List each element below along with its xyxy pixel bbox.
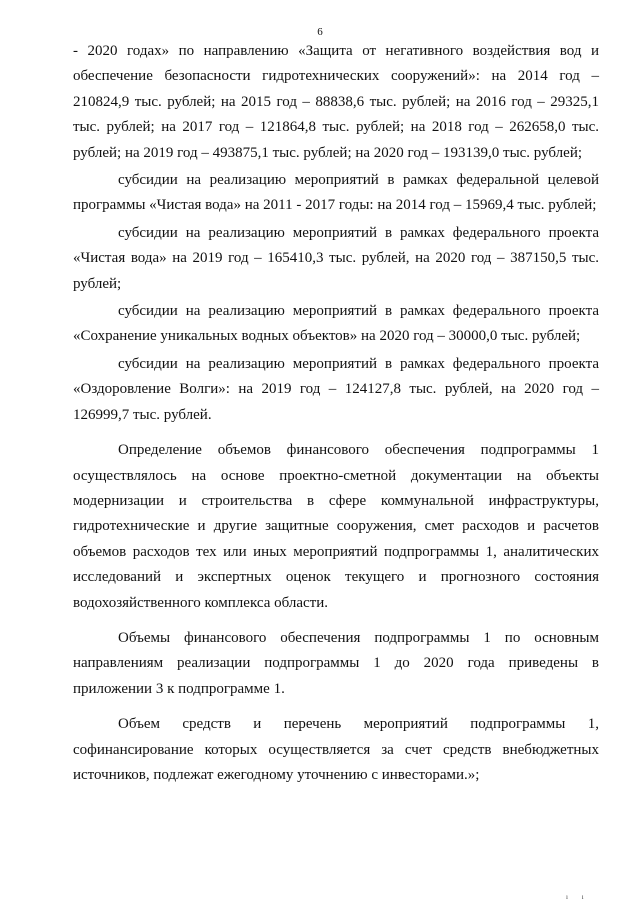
- paragraph-clean-water-fcp-subsidy: субсидии на реализацию мероприятий в рамках федеральной целевой программы «Чистая вода» на 2011 - 2017 годы: на 2014 год – 15969,4 тыс. рублей;: [73, 172, 599, 214]
- paragraph-clean-water-project-subsidy: субсидии на реализацию мероприятий в рамках федерального проекта «Чистая вода» на 2019 год – 165410,3 тыс. рублей, на 2020 год – 387150,5 тыс. рублей;: [73, 224, 599, 292]
- paragraph-funding-determination: Определение объемов финансового обеспечения подпрограммы 1 осуществлялось на основе проектно-сметной документации на объекты модернизации и строительства в сфере коммунальной инфраструктуры, гидротехнические и другие защитные сооружения, смет расходов и расчетов объемов расходов тех или иных мероприятий подпрограммы 1, аналитических исследований и экспертных оценок текущего и прогнозного состояния водохозяйственного комплекса области.: [73, 442, 599, 611]
- footer-mark: ı ı: [566, 893, 590, 901]
- paragraph-volga-recovery-subsidy: субсидии на реализацию мероприятий в рамках федерального проекта «Оздоровление Волги»: на 2019 год – 124127,8 тыс. рублей, на 2020 год – 126999,7 тыс. рублей.: [73, 355, 599, 423]
- paragraph-water-protection-funding: - 2020 годах» по направлению «Защита от негативного воздействия вод и обеспечение безопасности гидротехнических сооружений»: на 2014 год – 210824,9 тыс. рублей; на 2015 год – 88838,6 тыс. рублей; на 2016 год – 29325,1 тыс. рублей; на 2017 год – 121864,8 тыс. рублей; на 2018 год – 262658,0 тыс. рублей; на 2019 год – 493875,1 тыс. рублей; на 2020 год – 193139,0 тыс. рублей;: [73, 43, 599, 161]
- document-body: [73, 39, 599, 788]
- paragraph-unique-water-objects-subsidy: субсидии на реализацию мероприятий в рамках федерального проекта «Сохранение уникальных водных объектов» на 2020 год – 30000,0 тыс. рублей;: [73, 303, 599, 345]
- page-number: 6: [317, 26, 323, 38]
- paragraph-cofinancing-investors: Объем средств и перечень мероприятий подпрограммы 1, софинансирование которых осуществляется за счет средств внебюджетных источников, подлежат ежегодному уточнению с инвесторами.»;: [73, 716, 599, 783]
- paragraph-funding-volumes-appendix: Объемы финансового обеспечения подпрограммы 1 по основным направлениям реализации подпрограммы 1 до 2020 года приведены в приложении 3 к подпрограмме 1.: [73, 629, 599, 697]
